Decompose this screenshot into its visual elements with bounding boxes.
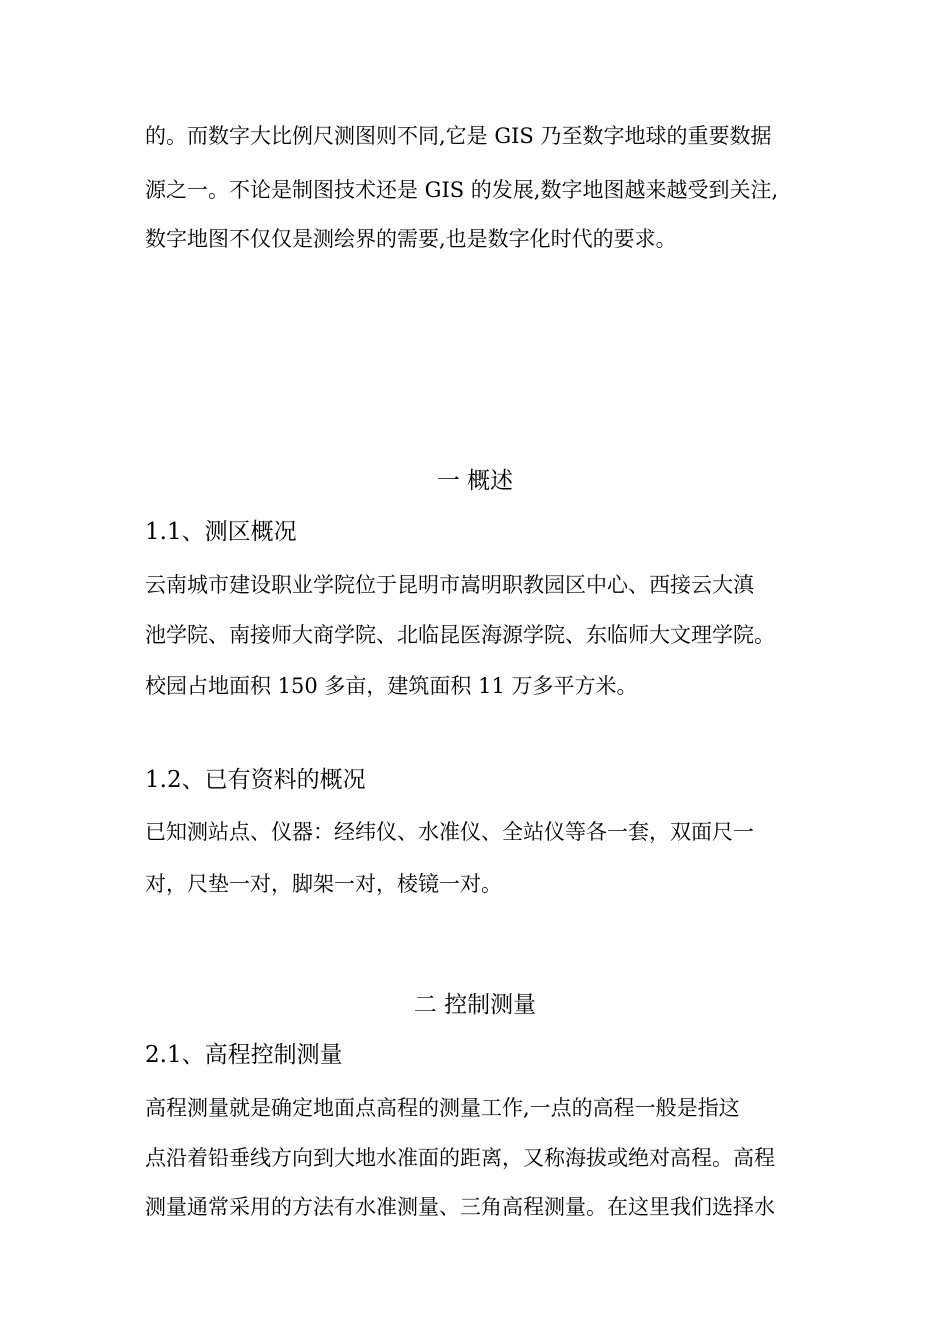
section-2-1-line-1: 高程测量就是确定地面点高程的测量工作,一点的高程一般是指这 bbox=[145, 1096, 740, 1120]
section-1-1-line-2: 池学院、南接师大商学院、北临昆医海源学院、东临师大文理学院。 bbox=[145, 623, 775, 647]
intro-line-2: 源之一。不论是制图技术还是 GIS 的发展,数字地图越来越受到关注, bbox=[145, 178, 779, 202]
section-1-1-heading: 1.1、测区概况 bbox=[145, 519, 297, 545]
chapter-2-title: 二 控制测量 bbox=[413, 992, 537, 1018]
section-1-2-line-1: 已知测站点、仪器：经纬仪、水准仪、全站仪等各一套，双面尺一 bbox=[145, 820, 754, 844]
section-1-1-line-1: 云南城市建设职业学院位于昆明市嵩明职教园区中心、西接云大滇 bbox=[145, 573, 754, 597]
section-2-1-line-3: 测量通常采用的方法有水准测量、三角高程测量。在这里我们选择水 bbox=[145, 1195, 775, 1219]
section-1-2-heading: 1.2、已有资料的概况 bbox=[145, 767, 366, 793]
section-1-2-line-2: 对，尺垫一对，脚架一对，棱镜一对。 bbox=[145, 872, 502, 896]
intro-line-3: 数字地图不仅仅是测绘界的需要,也是数字化时代的要求。 bbox=[145, 227, 677, 251]
chapter-1-title: 一 概述 bbox=[436, 468, 514, 494]
intro-line-1: 的。而数字大比例尺测图则不同,它是 GIS 乃至数字地球的重要数据 bbox=[145, 124, 772, 148]
section-1-1-line-3: 校园占地面积 150 多亩，建筑面积 11 万多平方米。 bbox=[145, 674, 638, 698]
section-2-1-heading: 2.1、高程控制测量 bbox=[145, 1042, 343, 1068]
section-2-1-line-2: 点沿着铅垂线方向到大地水准面的距离，又称海拔或绝对高程。高程 bbox=[145, 1146, 775, 1170]
